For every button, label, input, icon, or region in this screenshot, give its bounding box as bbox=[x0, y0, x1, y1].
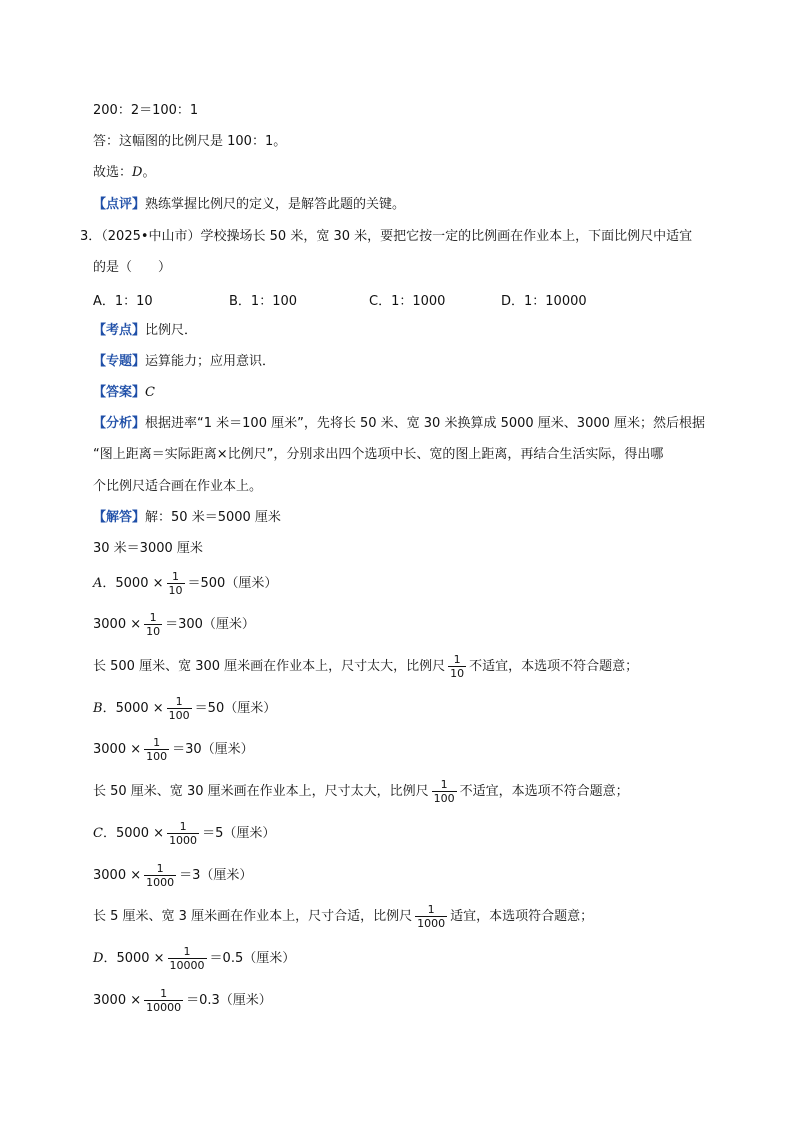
fraction bbox=[168, 945, 207, 972]
fraction-denominator: 100 bbox=[433, 792, 455, 805]
fraction-numerator: 1 bbox=[149, 611, 157, 624]
calc-c-1 bbox=[93, 820, 275, 847]
daan-text: C bbox=[145, 385, 155, 400]
kaodian-tag: 【考点】 bbox=[93, 323, 146, 338]
choice-suffix: 。 bbox=[142, 165, 156, 180]
fraction bbox=[448, 653, 466, 680]
fraction-numerator: 1 bbox=[183, 945, 191, 958]
fenxi-text-2: “图上距离＝实际距离×比例尺”，分别求出四个选项中长、宽的图上距离，再结合生活实际，得出哪 bbox=[93, 447, 664, 462]
fraction-denominator: 10 bbox=[146, 625, 161, 638]
calc-text: 200：2＝100：1 bbox=[93, 103, 199, 118]
zhuanti-line bbox=[93, 353, 275, 371]
option-c: C．1：1000 bbox=[369, 294, 446, 309]
fenxi-line-1 bbox=[93, 415, 705, 433]
question-number: 3． bbox=[80, 229, 102, 244]
fraction bbox=[167, 820, 199, 847]
calc-c-conclusion-pre: 长 5 厘米、宽 3 厘米画在作业本上，尺寸合适，比例尺 bbox=[93, 909, 413, 924]
calc-b-label: B bbox=[93, 701, 103, 716]
zhuanti-text: 运算能力；应用意识． bbox=[145, 354, 276, 369]
calc-d-2-post: ＝0.3（厘米） bbox=[186, 993, 272, 1008]
jieda-tag: 【解答】 bbox=[93, 510, 146, 525]
fraction-numerator: 1 bbox=[153, 736, 161, 749]
fraction-denominator: 1000 bbox=[169, 834, 198, 847]
calc-c-label: C bbox=[93, 826, 103, 841]
calc-d-1 bbox=[93, 945, 295, 972]
fraction-numerator: 1 bbox=[453, 653, 461, 666]
fraction bbox=[144, 987, 183, 1014]
fraction-numerator: 1 bbox=[175, 695, 183, 708]
calc-c-1-pre: ．5000 × bbox=[102, 826, 165, 841]
fraction bbox=[432, 778, 457, 805]
fraction bbox=[167, 695, 192, 722]
fenxi-text-3: 个比例尺适合画在作业本上。 bbox=[93, 479, 263, 494]
fraction bbox=[144, 736, 169, 763]
calc-a-conclusion-post: 不适宜，本选项不符合题意； bbox=[469, 659, 639, 674]
calc-d-2-pre: 3000 × bbox=[93, 993, 142, 1008]
daan-line bbox=[93, 384, 155, 402]
calc-line bbox=[93, 102, 198, 120]
fraction-denominator: 10 bbox=[168, 584, 183, 597]
fraction bbox=[167, 570, 185, 597]
calc-b-conclusion bbox=[93, 778, 629, 805]
calc-a-conclusion bbox=[93, 653, 638, 680]
option-d: D．1：10000 bbox=[501, 294, 587, 309]
fraction-denominator: 10000 bbox=[169, 959, 205, 972]
option-a: A．1：10 bbox=[93, 294, 153, 309]
calc-b-conclusion-pre: 长 50 厘米、宽 30 厘米画在作业本上，尺寸太大，比例尺 bbox=[93, 784, 429, 799]
calc-b-1-post: ＝50（厘米） bbox=[194, 701, 277, 716]
calc-d-1-post: ＝0.5（厘米） bbox=[209, 951, 296, 966]
choice-line bbox=[93, 164, 155, 182]
calc-a-conclusion-pre: 长 500 厘米、宽 300 厘米画在作业本上，尺寸太大，比例尺 bbox=[93, 659, 446, 674]
comment-tag: 【点评】 bbox=[93, 197, 146, 212]
calc-b-2-pre: 3000 × bbox=[93, 742, 142, 757]
fraction bbox=[144, 862, 176, 889]
calc-d-1-pre: ．5000 × bbox=[103, 951, 165, 966]
fraction bbox=[415, 903, 447, 930]
kaodian-line bbox=[93, 322, 197, 340]
fraction-numerator: 1 bbox=[179, 820, 187, 833]
question-stem-2: 的是（ ） bbox=[93, 260, 172, 275]
calc-b-1 bbox=[93, 695, 276, 722]
calc-a-1-pre: ．5000 × bbox=[102, 576, 164, 591]
fraction-numerator: 1 bbox=[427, 903, 435, 916]
question-stem-line-1 bbox=[80, 228, 692, 246]
conversion-text: 30 米＝3000 厘米 bbox=[93, 541, 203, 556]
fraction-denominator: 1000 bbox=[417, 917, 446, 930]
calc-c-2 bbox=[93, 862, 252, 889]
calc-c-conclusion bbox=[93, 903, 593, 930]
fenxi-tag: 【分析】 bbox=[93, 416, 146, 431]
calc-b-1-pre: ．5000 × bbox=[102, 701, 164, 716]
fraction-numerator: 1 bbox=[160, 987, 168, 1000]
fenxi-line-3 bbox=[93, 478, 262, 496]
calc-b-2 bbox=[93, 736, 254, 763]
calc-c-conclusion-post: 适宜，本选项符合题意； bbox=[450, 909, 594, 924]
answer-text: 答：这幅图的比例尺是 100：1。 bbox=[93, 134, 287, 149]
question-stem-1: （2025•中山市）学校操场长 50 米，宽 30 米，要把它按一定的比例画在作业本上，下面比例尺中适宜 bbox=[101, 229, 693, 244]
calc-b-2-post: ＝30（厘米） bbox=[172, 742, 254, 757]
comment-text: 熟练掌握比例尺的定义，是解答此题的关键。 bbox=[145, 197, 406, 212]
jieda-text: 解：50 米＝5000 厘米 bbox=[145, 510, 281, 525]
calc-a-2-post: ＝300（厘米） bbox=[165, 617, 255, 632]
comment-line bbox=[93, 196, 405, 214]
calc-b-conclusion-post: 不适宜，本选项不符合题意； bbox=[459, 784, 629, 799]
calc-a-label: A bbox=[93, 576, 103, 591]
calc-a-2-pre: 3000 × bbox=[93, 617, 142, 632]
fraction-denominator: 10000 bbox=[146, 1001, 182, 1014]
option-b: B．1：100 bbox=[229, 294, 298, 309]
kaodian-text: 比例尺． bbox=[145, 323, 198, 338]
jieda-line bbox=[93, 509, 281, 527]
fenxi-text-1: 根据进率“1 米＝100 厘米”，先将长 50 米、宽 30 米换算成 5000 厘米、3000 厘米；然后根据 bbox=[145, 416, 706, 431]
fenxi-line-2 bbox=[93, 446, 663, 464]
calc-d-2 bbox=[93, 987, 272, 1014]
calc-a-1 bbox=[93, 570, 277, 597]
daan-tag: 【答案】 bbox=[93, 385, 146, 400]
choice-prefix: 故选： bbox=[93, 165, 133, 180]
fraction-denominator: 10 bbox=[450, 667, 465, 680]
calc-d-label: D bbox=[93, 951, 104, 966]
fraction-denominator: 100 bbox=[168, 709, 190, 722]
choice-answer: D bbox=[132, 165, 143, 180]
fraction bbox=[144, 611, 162, 638]
calc-a-2 bbox=[93, 611, 255, 638]
fraction-numerator: 1 bbox=[440, 778, 448, 791]
fraction-numerator: 1 bbox=[172, 570, 179, 583]
fraction-numerator: 1 bbox=[156, 862, 164, 875]
calc-c-2-pre: 3000 × bbox=[93, 868, 142, 883]
question-stem-line-2 bbox=[93, 259, 171, 277]
fraction-denominator: 1000 bbox=[146, 876, 175, 889]
calc-c-2-post: ＝3（厘米） bbox=[179, 868, 253, 883]
answer-line bbox=[93, 133, 286, 151]
zhuanti-tag: 【专题】 bbox=[93, 354, 146, 369]
calc-c-1-post: ＝5（厘米） bbox=[202, 826, 276, 841]
calc-a-1-post: ＝500（厘米） bbox=[187, 576, 278, 591]
fraction-denominator: 100 bbox=[146, 750, 168, 763]
conversion-line bbox=[93, 540, 203, 558]
